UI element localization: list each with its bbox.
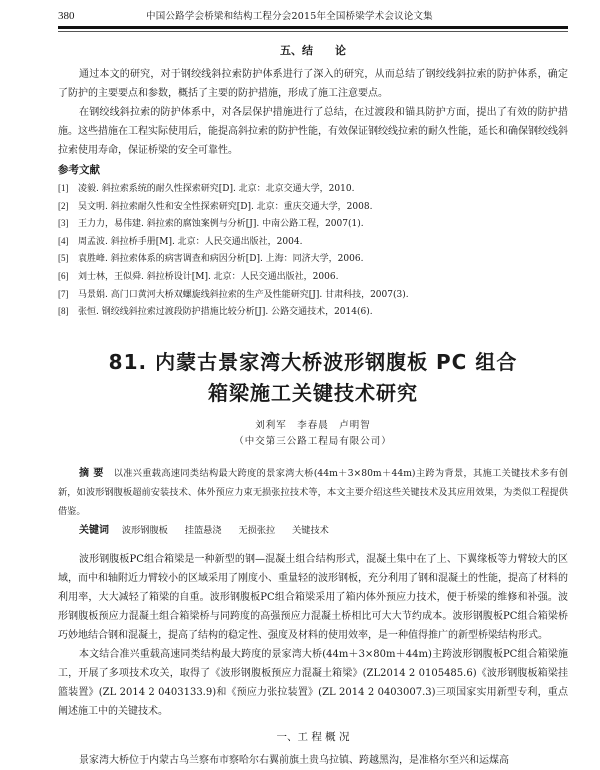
affiliation: （中交第三公路工程局有限公司） — [234, 435, 392, 447]
reference-number: [3] — [58, 218, 69, 229]
keyword: 挂篮悬浇 — [184, 524, 222, 536]
article-title-line1: 81. 内蒙古景家湾大桥波形钢腹板 PC 组合 — [108, 349, 518, 374]
references-title: 参考文献 — [58, 164, 100, 176]
reference-text: 周孟波. 斜拉桥手册[M]. 北京：人民交通出版社，2004. — [78, 236, 303, 247]
abstract — [58, 464, 568, 521]
reference-item — [58, 268, 568, 286]
article-title-line2: 箱梁施工关键技术研究 — [208, 380, 418, 405]
text-flow — [58, 43, 568, 770]
header-rule-thin — [58, 31, 568, 32]
reference-item — [58, 233, 568, 251]
abstract-text: 以准兴重载高速同类结构最大跨度的景家湾大桥(44m＋3×80m＋44m)主跨为背景，其施工关键技术多有创新，如波形钢腹板超前安装技术、体外预应力束无损张拉技术等，本文主要介绍这些关键技术及其应用效果，为类似工程提供借鉴。 — [58, 467, 568, 517]
references-list — [58, 180, 568, 321]
keyword: 波形钢腹板 — [121, 524, 168, 536]
conclusion-paragraph: 在钢绞线斜拉索的防护体系中，对各层保护措施进行了总结，在过渡段和锚具防护方面，提出了有效的防护措施。这些措施在工程实际使用后，能提高斜拉索的防护性能，有效保证钢绞线拉索的耐久性能，延长和确保钢绞线斜拉索使用寿命，保证桥梁的安全可靠性。 — [58, 107, 568, 156]
authors: 刘利军 李春晨 卢明智 — [255, 419, 371, 431]
reference-text: 凌毅. 斜拉索系统的耐久性探索研究[D]. 北京：北京交通大学，2010. — [78, 184, 355, 194]
conclusion-heading: 五、结 论 — [280, 44, 346, 57]
reference-item — [58, 286, 568, 304]
keywords — [58, 521, 568, 540]
reference-item — [58, 180, 568, 198]
conclusion-paragraph: 通过本文的研究，对于钢绞线斜拉索防护体系进行了深入的研究，从而总结了钢绞线斜拉索的防护体系，确定了防护的主要要点和参数，概括了主要的防护措施，形成了施工注意要点。 — [58, 69, 568, 99]
reference-item — [58, 303, 568, 321]
reference-number: [5] — [58, 253, 69, 264]
section-heading-project-overview: 一、工 程 概 况 — [276, 730, 350, 743]
reference-text: 吴文明. 斜拉索耐久性和安全性探索研究[D]. 北京：重庆交通大学，2008. — [78, 201, 373, 212]
reference-number: [7] — [58, 288, 69, 299]
reference-number: [8] — [58, 306, 69, 317]
page-number: 380 — [58, 10, 75, 22]
keyword: 无损张拉 — [238, 524, 276, 536]
reference-item — [58, 198, 568, 216]
running-header — [58, 0, 568, 26]
body-paragraph: 本文结合准兴重载高速同类结构最大跨度的景家湾大桥(44m＋3×80m＋44m)主跨波形钢腹板PC组合箱梁施工，开展了多项技术攻关，取得了《波形钢腹板预应力混凝土箱梁》(ZL2014 2 0105485.6)《波形钢腹板箱梁挂篮装置》(ZL 2014 2 0403133.9)和《预应力张拉装置》(ZL 2014 2 0403007.3)三项国家实用新型专利，重点阐述施工中的关键技术。 — [58, 648, 568, 717]
reference-text: 刘士林，王似舜. 斜拉桥设计[M]. 北京：人民交通出版社，2006. — [78, 271, 339, 282]
body-paragraph: 景家湾大桥位于内蒙古乌兰察布市察哈尔右翼前旗土贵乌拉镇、跨越黑沟，是准格尔至兴和运煤高 — [79, 754, 509, 766]
reference-text: 张恒. 钢绞线斜拉索过渡段防护措施比较分析[J]. 公路交通技术，2014(6). — [78, 307, 373, 318]
keywords-label: 关键词 — [79, 524, 109, 536]
reference-number: [6] — [58, 270, 69, 281]
reference-text: 王力力，易伟建. 斜拉索的腐蚀案例与分析[J]. 中南公路工程，2007(1). — [78, 219, 364, 230]
reference-item — [58, 215, 568, 233]
reference-number: [2] — [58, 200, 69, 211]
reference-item — [58, 250, 568, 268]
body-paragraph: 波形钢腹板PC组合箱梁是一种新型的钢—混凝土组合结构形式，混凝土集中在了上、下翼缘板等力臂较大的区域，而中和轴附近力臂较小的区域采用了刚度小、重量轻的波形钢板，充分利用了钢和混凝土的性能，提高了材料的利用率，大大减轻了箱梁的自重。波形钢腹板PC组合箱梁采用了箱内体外预应力技术，便于桥梁的维修和补强。波形钢腹板预应力混凝土组合箱梁桥与同跨度的高强预应力混凝土桥相比可大大节约成本。波形钢腹板PC组合箱梁桥巧妙地结合钢和混凝土，提高了结构的稳定性、强度及材料的使用效率，是一种值得推广的新型桥梁结构形式。 — [58, 553, 568, 641]
abstract-label: 摘要 — [79, 467, 108, 479]
reference-text: 袁胜峰. 斜拉索体系的病害调查和病因分析[D]. 上海：同济大学，2006. — [78, 254, 364, 265]
running-title: 中国公路学会桥梁和结构工程分会2015年全国桥梁学术会议论文集 — [146, 11, 433, 22]
reference-number: [4] — [58, 235, 69, 246]
keyword: 关键技术 — [292, 524, 329, 536]
header-rule-thick — [58, 26, 568, 29]
reference-text: 马景娟. 高门口黄河大桥双螺旋线斜拉索的生产及性能研究[J]. 甘肃科技，2007(3). — [78, 289, 409, 300]
reference-number: [1] — [58, 183, 69, 193]
